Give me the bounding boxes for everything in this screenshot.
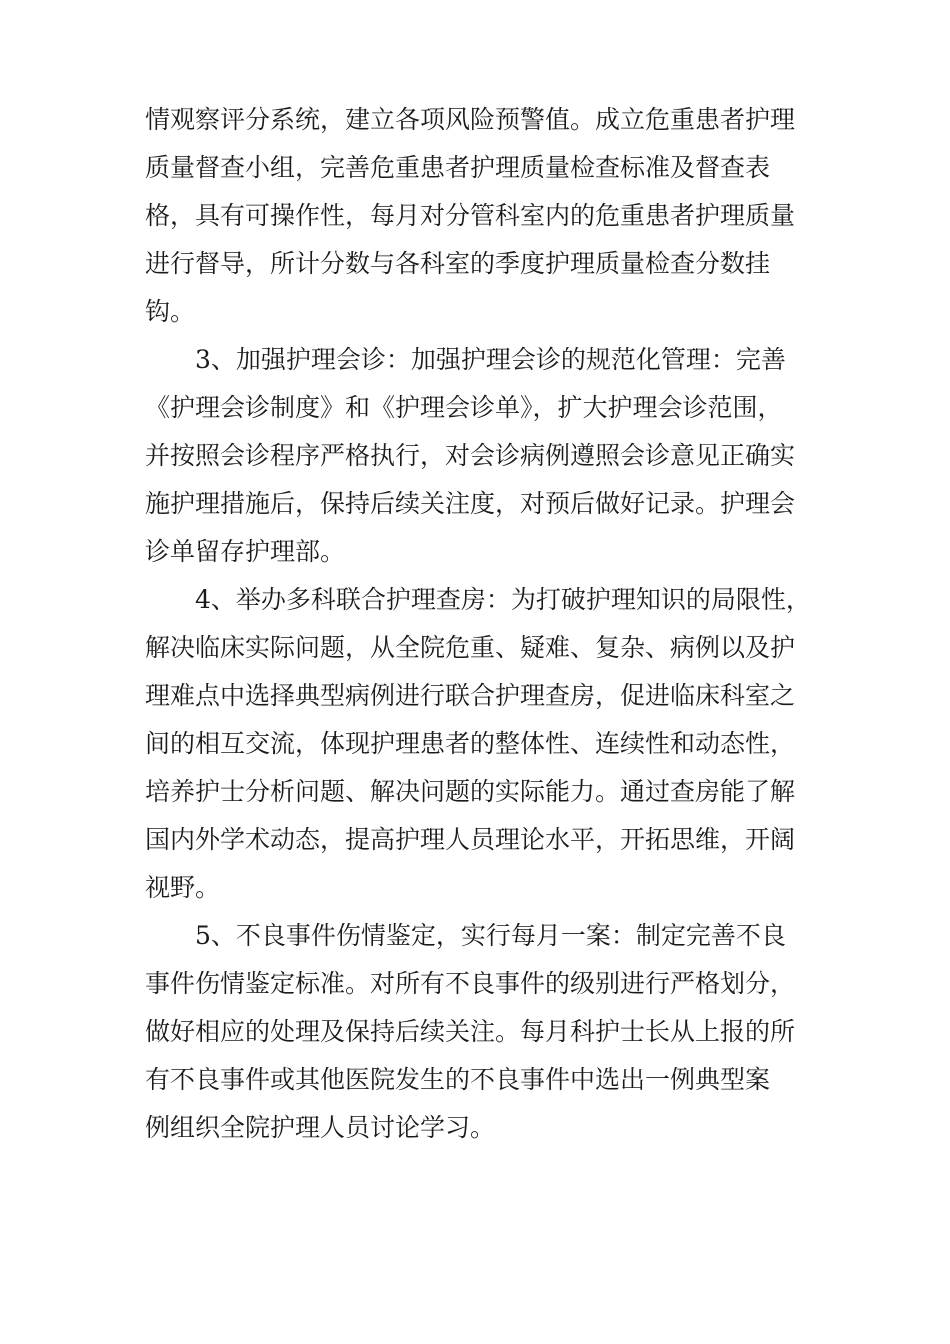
paragraph-3: [145, 576, 815, 912]
text-line: 有不良事件或其他医院发生的不良事件中选出一例典型案: [145, 1065, 771, 1094]
text-line: 间的相互交流，体现护理患者的整体性、连续性和动态性，: [145, 729, 796, 758]
text-line: 3、加强护理会诊：加强护理会诊的规范化管理：完善: [195, 345, 786, 374]
text-line: 格，具有可操作性，每月对分管科室内的危重患者护理质量: [145, 201, 796, 230]
text-line: 做好相应的处理及保持后续关注。每月科护士长从上报的所: [145, 1017, 796, 1046]
text-line: 解决临床实际问题，从全院危重、疑难、复杂、病例以及护: [145, 633, 796, 662]
text-line: 5、不良事件伤情鉴定，实行每月一案：制定完善不良: [195, 921, 786, 950]
document-body: [145, 96, 815, 1152]
text-line: 钩。: [145, 297, 196, 326]
paragraph-1: [145, 96, 815, 336]
text-line: 培养护士分析问题、解决问题的实际能力。通过查房能了解: [145, 777, 796, 806]
text-line: 理难点中选择典型病例进行联合护理查房，促进临床科室之: [145, 681, 796, 710]
text-line: 国内外学术动态，提高护理人员理论水平，开拓思维，开阔: [145, 825, 796, 854]
paragraph-4: [145, 912, 815, 1152]
paragraph-2: [145, 336, 815, 576]
text-line: 4、举办多科联合护理查房：为打破护理知识的局限性，: [195, 585, 811, 614]
text-line: 进行督导，所计分数与各科室的季度护理质量检查分数挂: [145, 249, 771, 278]
text-line: 施护理措施后，保持后续关注度，对预后做好记录。护理会: [145, 489, 796, 518]
text-line: 事件伤情鉴定标准。对所有不良事件的级别进行严格划分，: [145, 969, 796, 998]
text-line: 并按照会诊程序严格执行，对会诊病例遵照会诊意见正确实: [145, 441, 796, 470]
text-line: 情观察评分系统，建立各项风险预警值。成立危重患者护理: [145, 105, 796, 134]
text-line: 《护理会诊制度》和《护理会诊单》，扩大护理会诊范围，: [145, 393, 783, 422]
text-line: 例组织全院护理人员讨论学习。: [145, 1113, 496, 1142]
text-line: 视野。: [145, 873, 221, 902]
text-line: 质量督查小组，完善危重患者护理质量检查标准及督查表: [145, 153, 771, 182]
text-line: 诊单留存护理部。: [145, 537, 346, 566]
